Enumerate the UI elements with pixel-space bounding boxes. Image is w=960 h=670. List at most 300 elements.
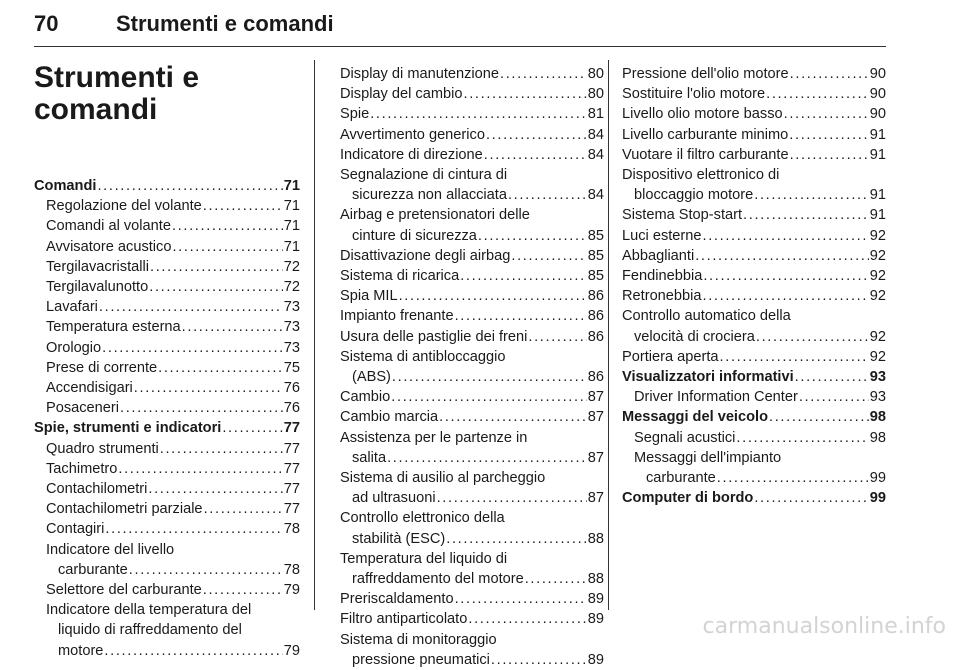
toc-entry[interactable] <box>34 338 300 358</box>
toc-entry[interactable] <box>340 266 604 286</box>
toc-entry[interactable] <box>340 428 604 468</box>
toc-entry[interactable] <box>34 196 300 216</box>
toc-entry[interactable] <box>340 104 604 124</box>
dot-leader <box>222 418 282 438</box>
toc-entry[interactable] <box>34 459 300 479</box>
toc-entry-text: Dispositivo elettronico di <box>622 167 780 184</box>
dot-leader <box>703 266 868 286</box>
toc-entry-text: Visualizzatori informativi <box>622 369 794 386</box>
dot-leader <box>118 459 282 479</box>
toc-entry-line <box>622 286 886 306</box>
dot-leader <box>104 641 282 661</box>
toc-entry-text: Comandi al volante <box>46 218 171 235</box>
dot-leader <box>790 145 869 165</box>
dot-leader <box>120 398 283 418</box>
toc-entry-line <box>622 347 886 367</box>
toc-page-number: 84 <box>587 146 604 163</box>
toc-entry[interactable] <box>622 448 886 488</box>
toc-entry-text: Indicatore del livello <box>46 541 175 558</box>
column-divider <box>314 60 315 610</box>
toc-entry-text: Spie, strumenti e indicatori <box>34 420 222 437</box>
toc-entry-text: Indicatore della temperatura del <box>46 602 252 619</box>
toc-page-number: 89 <box>587 611 604 628</box>
toc-page-number: 87 <box>587 389 604 406</box>
toc-entry-text: Retronebbia <box>622 288 702 305</box>
dot-leader <box>769 407 869 427</box>
dot-leader <box>484 145 587 165</box>
toc-entry[interactable] <box>340 589 604 609</box>
toc-entry-line <box>340 589 604 609</box>
toc-entry-text: Display di manutenzione <box>340 66 499 82</box>
toc-entry[interactable] <box>622 266 886 286</box>
toc-entry[interactable] <box>622 64 886 84</box>
toc-entry[interactable] <box>622 387 886 407</box>
dot-leader <box>525 569 587 589</box>
toc-entry-text: Temperatura del liquido di <box>340 550 508 567</box>
toc-entry-text: Filtro antiparticolato <box>340 611 468 628</box>
toc-page-number: 92 <box>869 288 886 305</box>
toc-entry[interactable] <box>622 367 886 387</box>
toc-entry[interactable] <box>340 609 604 629</box>
toc-entry-text: Contagiri <box>46 521 105 538</box>
toc-page-number: 71 <box>283 178 300 194</box>
toc-page-number: 73 <box>283 299 300 316</box>
toc-entry-text: ad ultrasuoni <box>352 490 436 507</box>
toc-page-number: 92 <box>869 348 886 365</box>
dot-leader <box>203 196 283 216</box>
toc-entry-text: Driver Information Center <box>634 389 798 406</box>
dot-leader <box>160 439 283 459</box>
toc-entry[interactable] <box>340 347 604 387</box>
toc-entry-line <box>634 387 886 407</box>
dot-leader <box>486 125 587 145</box>
toc-entry[interactable] <box>34 439 300 459</box>
toc-entry-line <box>340 650 604 670</box>
toc-page-number: 79 <box>283 582 300 599</box>
toc-page-number: 71 <box>283 198 300 215</box>
toc-entry-line <box>634 428 886 448</box>
toc-page-number: 91 <box>869 146 886 163</box>
toc-page-number: 88 <box>587 571 604 588</box>
toc-entry-text: carburante <box>58 561 128 578</box>
dot-leader <box>799 387 869 407</box>
toc-entry[interactable] <box>622 428 886 448</box>
toc-entry-text: Cambio marcia <box>340 409 439 426</box>
toc-entry-text: stabilità (ESC) <box>352 530 446 547</box>
toc-entry-text: Tergilavalunotto <box>46 279 149 296</box>
toc-page-number: 91 <box>869 207 886 224</box>
dot-leader <box>172 216 283 236</box>
dot-leader <box>789 125 868 145</box>
toc-page-number: 98 <box>869 429 886 446</box>
toc-entry[interactable] <box>34 580 300 600</box>
toc-entry-line <box>340 104 604 124</box>
dot-leader <box>703 286 869 306</box>
toc-page-number: 92 <box>869 247 886 264</box>
dot-leader <box>172 237 282 257</box>
toc-entry[interactable] <box>622 347 886 367</box>
toc-entry-line <box>622 226 886 246</box>
toc-page-number: 75 <box>283 359 300 376</box>
dot-leader <box>102 338 283 358</box>
toc-entry-line <box>340 407 604 427</box>
dot-leader <box>455 589 587 609</box>
toc-entry[interactable] <box>340 64 604 84</box>
toc-entry-line <box>340 306 604 326</box>
toc-entry[interactable] <box>622 205 886 225</box>
dot-leader <box>754 185 869 205</box>
dot-leader <box>703 226 869 246</box>
toc-page-number: 86 <box>587 308 604 325</box>
toc-entry-line <box>340 185 604 205</box>
toc-entry-line <box>34 418 300 438</box>
toc-entry[interactable] <box>34 216 300 236</box>
toc-page-number: 73 <box>283 339 300 356</box>
toc-entry[interactable] <box>340 84 604 104</box>
toc-entry-text: Indicatore di direzione <box>340 146 483 163</box>
toc-entry-line <box>622 205 886 225</box>
toc-entry[interactable] <box>34 176 300 196</box>
dot-leader <box>392 367 587 387</box>
toc-page-number: 87 <box>587 490 604 507</box>
toc-page-number: 87 <box>587 409 604 426</box>
toc-entry[interactable] <box>622 145 886 165</box>
toc-entry-text: pressione pneumatici <box>352 651 490 668</box>
toc-entry-text: Segnali acustici <box>634 429 736 446</box>
dot-leader <box>204 499 283 519</box>
toc-page-number: 92 <box>869 268 886 285</box>
toc-page-number: 76 <box>283 400 300 417</box>
toc-entry-text: Avvertimento generico <box>340 126 485 143</box>
toc-entry-text: Contachilometri parziale <box>46 501 203 518</box>
toc-entry[interactable] <box>622 246 886 266</box>
toc-page-number: 80 <box>587 66 604 82</box>
dot-leader <box>370 104 587 124</box>
toc-page-number: 87 <box>587 449 604 466</box>
dot-leader <box>754 488 868 508</box>
toc-entry-text: Tachimetro <box>46 460 118 477</box>
toc-entry[interactable] <box>622 488 886 508</box>
toc-entry-text: Sistema di monitoraggio <box>340 631 497 648</box>
toc-entry-text: Airbag e pretensionatori delle <box>340 207 530 224</box>
toc-entry-text: Avvisatore acustico <box>46 238 172 255</box>
toc-entry-text: Preriscaldamento <box>340 591 454 608</box>
toc-entry-line <box>622 145 886 165</box>
toc-entry-text: Spia MIL <box>340 288 398 305</box>
toc-entry-text: Comandi <box>34 178 97 194</box>
toc-entry-text: Segnalazione di cintura di <box>340 167 508 184</box>
page-header <box>34 6 886 42</box>
running-title: Strumenti e comandi <box>116 11 334 36</box>
toc-entry[interactable] <box>34 519 300 539</box>
toc-entry-text: Quadro strumenti <box>46 440 159 457</box>
toc-entry[interactable] <box>34 297 300 317</box>
toc-entry-text: Disattivazione degli airbag <box>340 247 511 264</box>
toc-entry[interactable] <box>622 226 886 246</box>
dot-leader <box>129 560 283 580</box>
toc-entry[interactable] <box>622 407 886 427</box>
toc-entry-line <box>46 338 300 358</box>
toc-entry-line <box>46 216 300 236</box>
toc-entry-line <box>340 387 604 407</box>
toc-page-number: 99 <box>869 490 886 507</box>
toc-entry-line <box>340 64 604 84</box>
toc-entry-text: raffreddamento del motore <box>352 571 524 588</box>
toc-page-number: 77 <box>283 420 300 437</box>
toc-entry-text: Portiera aperta <box>622 348 719 365</box>
toc-entry-line <box>622 488 886 508</box>
dot-leader <box>491 650 587 670</box>
toc-entry-text: Sistema di antibloccaggio <box>340 348 506 365</box>
toc-entry-line <box>340 286 604 306</box>
toc-entry-text: cinture di sicurezza <box>352 227 477 244</box>
toc-entry-text: velocità di crociera <box>634 328 755 345</box>
toc-entry-line <box>46 237 300 257</box>
toc-entry-line <box>340 448 604 468</box>
toc-entry[interactable] <box>34 499 300 519</box>
toc-entry-line <box>340 145 604 165</box>
toc-entry-text: Luci esterne <box>622 227 702 244</box>
toc-entry-text: Orologio <box>46 339 102 356</box>
toc-entry-line <box>340 327 604 347</box>
toc-entry-text: Selettore del carburante <box>46 582 202 599</box>
toc-entry[interactable] <box>340 125 604 145</box>
toc-entry-line <box>340 266 604 286</box>
toc-column-2 <box>340 64 604 670</box>
toc-page-number: 77 <box>283 501 300 518</box>
toc-entry[interactable] <box>340 468 604 508</box>
toc-entry-text: Abbaglianti <box>622 247 695 264</box>
toc-entry-text: Contachilometri <box>46 481 148 498</box>
toc-page-number: 90 <box>869 66 886 82</box>
toc-page-number: 92 <box>869 328 886 345</box>
toc-page-number: 78 <box>283 561 300 578</box>
dot-leader <box>387 448 587 468</box>
toc-entry[interactable] <box>34 540 300 580</box>
toc-page-number: 78 <box>283 521 300 538</box>
toc-page-number: 81 <box>587 106 604 123</box>
chapter-title: Strumenti e comandi <box>34 61 200 126</box>
dot-leader <box>500 64 587 84</box>
toc-entry[interactable] <box>340 306 604 326</box>
toc-page-number: 89 <box>587 591 604 608</box>
dot-leader <box>446 529 587 549</box>
toc-entry-text: Sistema di ausilio al parcheggio <box>340 470 546 487</box>
toc-entry-text: Posaceneri <box>46 400 120 417</box>
toc-entry-line <box>46 257 300 277</box>
toc-entry-text-cont: liquido di raffreddamento del <box>58 622 242 639</box>
dot-leader <box>756 327 869 347</box>
toc-entry-text: Display del cambio <box>340 86 463 103</box>
toc-entry-line <box>46 317 300 337</box>
toc-entry-text: Controllo elettronico della <box>340 510 505 527</box>
toc-entry[interactable] <box>622 306 886 346</box>
toc-page-number: 93 <box>869 389 886 406</box>
toc-entry-text: Temperatura esterna <box>46 319 181 336</box>
toc-entry[interactable] <box>34 418 300 438</box>
toc-entry-line <box>46 439 300 459</box>
dot-leader <box>784 104 869 124</box>
toc-column-3 <box>622 64 886 508</box>
toc-page-number: 76 <box>283 380 300 397</box>
toc-entry-text: Messaggi del veicolo <box>622 409 768 426</box>
toc-entry[interactable] <box>340 630 604 670</box>
toc-entry[interactable] <box>34 317 300 337</box>
toc-entry-line <box>340 529 604 549</box>
dot-leader <box>736 428 868 448</box>
dot-leader <box>508 185 587 205</box>
toc-page-number: 77 <box>283 481 300 498</box>
toc-page-number: 90 <box>869 86 886 103</box>
toc-entry-line <box>622 367 886 387</box>
toc-entry-line <box>46 459 300 479</box>
dot-leader <box>743 205 869 225</box>
toc-entry[interactable] <box>340 286 604 306</box>
dot-leader <box>511 246 586 266</box>
dot-leader <box>158 358 283 378</box>
toc-entry-line <box>622 84 886 104</box>
dot-leader <box>717 468 869 488</box>
toc-entry-line <box>622 266 886 286</box>
toc-entry-text: Fendinebbia <box>622 268 703 285</box>
dot-leader <box>399 286 587 306</box>
toc-page-number: 86 <box>587 328 604 345</box>
dot-leader <box>468 609 586 629</box>
dot-leader <box>182 317 283 337</box>
dot-leader <box>439 407 587 427</box>
toc-entry[interactable] <box>622 84 886 104</box>
toc-page-number: 86 <box>587 288 604 305</box>
toc-entry[interactable] <box>34 398 300 418</box>
toc-entry-line <box>340 84 604 104</box>
toc-entry[interactable] <box>340 387 604 407</box>
toc-page-number: 84 <box>587 126 604 143</box>
toc-entry[interactable] <box>340 205 604 245</box>
toc-entry-line <box>46 519 300 539</box>
dot-leader <box>149 277 283 297</box>
toc-entry-line <box>622 104 886 124</box>
toc-entry-text: Messaggi dell'impianto <box>634 449 782 466</box>
dot-leader <box>134 378 283 398</box>
dot-leader <box>460 266 587 286</box>
toc-entry-line <box>46 297 300 317</box>
dot-leader <box>391 387 586 407</box>
toc-entry-text: (ABS) <box>352 369 391 386</box>
header-rule <box>34 46 886 47</box>
toc-entry[interactable] <box>622 165 886 205</box>
toc-entry-text: motore <box>58 642 104 659</box>
toc-entry-line <box>634 468 886 488</box>
toc-column-1 <box>34 62 300 661</box>
toc-entry[interactable] <box>34 358 300 378</box>
dot-leader <box>97 176 282 196</box>
toc-entry[interactable] <box>34 378 300 398</box>
toc-page-number: 91 <box>869 126 886 143</box>
toc-entry[interactable] <box>340 508 604 548</box>
toc-entry[interactable] <box>34 277 300 297</box>
dot-leader <box>695 246 869 266</box>
toc-page-number: 72 <box>283 279 300 296</box>
toc-entry[interactable] <box>340 145 604 165</box>
dot-leader <box>766 84 869 104</box>
toc-page-number: 93 <box>869 369 886 386</box>
toc-entry[interactable] <box>340 165 604 205</box>
toc-entry-text: Usura delle pastiglie dei freni <box>340 328 528 345</box>
dot-leader <box>795 367 869 387</box>
toc-page-number: 86 <box>587 369 604 386</box>
toc-page-number: 79 <box>283 642 300 659</box>
toc-entry-line <box>46 641 300 661</box>
toc-entry[interactable] <box>34 237 300 257</box>
toc-entry-text: sicurezza non allacciata <box>352 187 507 204</box>
toc-page-number: 92 <box>869 227 886 244</box>
toc-entry[interactable] <box>622 104 886 124</box>
toc-entry-line <box>622 185 886 205</box>
toc-entry-text: Livello olio motore basso <box>622 106 783 123</box>
dot-leader <box>437 488 587 508</box>
toc-entry-line <box>340 246 604 266</box>
column-divider <box>608 60 609 610</box>
toc-page-number: 88 <box>587 530 604 547</box>
toc-page-number: 85 <box>587 227 604 244</box>
toc-entry-text: Computer di bordo <box>622 490 754 507</box>
toc-entry-text: Lavafari <box>46 299 98 316</box>
toc-entry-line <box>46 398 300 418</box>
toc-entry[interactable] <box>622 286 886 306</box>
toc-page-number: 71 <box>283 218 300 235</box>
toc-entry-text: Pressione dell'olio motore <box>622 66 789 82</box>
toc-entry[interactable] <box>340 407 604 427</box>
toc-entry-text: Impianto frenante <box>340 308 454 325</box>
toc-page-number: 99 <box>869 470 886 487</box>
toc-entry[interactable] <box>622 125 886 145</box>
toc-page-number: 77 <box>283 460 300 477</box>
toc-entry-text: Regolazione del volante <box>46 198 202 215</box>
dot-leader <box>455 306 587 326</box>
toc-entry-line <box>46 277 300 297</box>
toc-page-number: 98 <box>869 409 886 426</box>
toc-entry-text: bloccaggio motore <box>634 187 754 204</box>
toc-entry-text: Vuotare il filtro carburante <box>622 146 789 163</box>
toc-entry-line <box>46 499 300 519</box>
toc-entry-line <box>340 609 604 629</box>
toc-entry-text: Sistema Stop-start <box>622 207 743 224</box>
toc-page-number: 73 <box>283 319 300 336</box>
toc-entry[interactable] <box>34 479 300 499</box>
toc-entry-line <box>46 580 300 600</box>
toc-entry[interactable] <box>34 600 300 661</box>
toc-entry-text: Spie <box>340 106 370 123</box>
toc-entry[interactable] <box>340 327 604 347</box>
dot-leader <box>203 580 283 600</box>
toc-page-number: 71 <box>283 238 300 255</box>
toc-page-number: 77 <box>283 440 300 457</box>
dot-leader <box>463 84 586 104</box>
toc-entry-line <box>46 378 300 398</box>
toc-entry[interactable] <box>340 549 604 589</box>
dot-leader <box>150 257 283 277</box>
dot-leader <box>478 226 587 246</box>
toc-entry-line <box>340 488 604 508</box>
toc-entry[interactable] <box>34 257 300 277</box>
dot-leader <box>148 479 282 499</box>
toc-entry-text: Assistenza per le partenze in <box>340 429 528 446</box>
toc-entry[interactable] <box>340 246 604 266</box>
toc-entry-line <box>622 246 886 266</box>
toc-entry-text: Tergilavacristalli <box>46 258 149 275</box>
toc-page-number: 91 <box>869 187 886 204</box>
toc-entry-text: Cambio <box>340 389 391 406</box>
